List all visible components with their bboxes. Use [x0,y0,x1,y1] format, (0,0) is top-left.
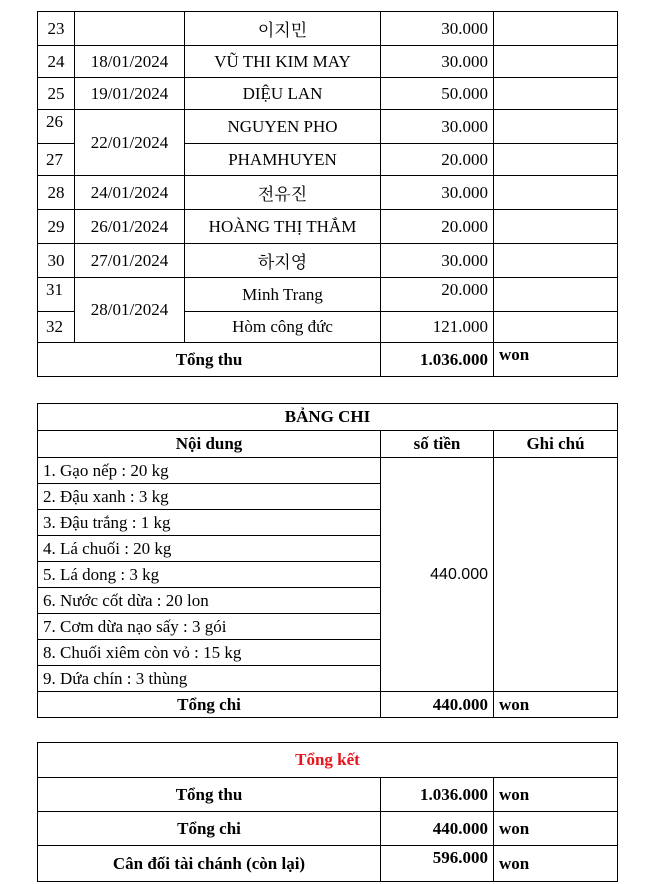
expense-item: 6. Nước cốt dừa : 20 lon [38,588,381,614]
table-row [38,12,618,46]
expense-table-title: BẢNG CHI [38,404,618,431]
row-number: 32 [38,312,75,343]
row-note [494,244,618,278]
summary-title: Tổng kết [38,743,618,778]
income-total-row [38,343,618,377]
row-date: 27/01/2024 [75,244,185,278]
summary-unit: won [494,812,618,846]
donation-amount: 50.000 [381,78,494,110]
row-note [494,46,618,78]
table-row [38,176,618,210]
row-number: 23 [38,12,75,46]
expense-total-label: Tổng chi [38,692,381,718]
income-table [37,11,618,377]
donation-amount: 30.000 [381,46,494,78]
expense-item: 2. Đậu xanh : 3 kg [38,484,381,510]
expense-item: 3. Đậu trắng : 1 kg [38,510,381,536]
header-amount: số tiền [381,431,494,458]
income-total-label: Tổng thu [38,343,381,377]
expense-amount: 440.000 [381,458,494,692]
donation-amount: 121.000 [381,312,494,343]
row-number: 25 [38,78,75,110]
donation-amount: 20.000 [381,278,494,312]
header-note: Ghi chú [494,431,618,458]
row-date: 18/01/2024 [75,46,185,78]
donor-name: NGUYEN PHO [185,110,381,144]
row-number: 31 [38,278,75,312]
summary-unit: won [494,778,618,812]
row-number: 26 [38,110,75,144]
donation-amount: 20.000 [381,144,494,176]
row-date: 19/01/2024 [75,78,185,110]
summary-label: Cân đối tài chánh (còn lại) [38,846,381,882]
row-note [494,176,618,210]
donation-amount: 30.000 [381,244,494,278]
expense-item: 1. Gạo nếp : 20 kg [38,458,381,484]
summary-unit: won [494,846,618,882]
row-date: 26/01/2024 [75,210,185,244]
summary-label: Tổng chi [38,812,381,846]
expense-total-row [38,692,618,718]
row-date: 28/01/2024 [75,278,185,343]
table-row [38,278,618,312]
expense-table [37,403,618,718]
table-row [38,210,618,244]
donation-amount: 30.000 [381,176,494,210]
table-row [38,110,618,144]
expense-note [494,458,618,692]
expense-item: 5. Lá dong : 3 kg [38,562,381,588]
row-date: 22/01/2024 [75,110,185,176]
summary-amount: 1.036.000 [381,778,494,812]
donation-amount: 20.000 [381,210,494,244]
summary-title-row [38,743,618,778]
row-note [494,78,618,110]
expense-item-row [38,458,618,484]
expense-header-row [38,431,618,458]
donor-name: PHAMHUYEN [185,144,381,176]
donor-name: 전유진 [185,176,381,210]
expense-item: 9. Dứa chín : 3 thùng [38,666,381,692]
expense-item: 4. Lá chuối : 20 kg [38,536,381,562]
table-row [38,78,618,110]
summary-row [38,846,618,882]
row-number: 24 [38,46,75,78]
row-note [494,210,618,244]
row-note [494,12,618,46]
row-number: 27 [38,144,75,176]
donor-name: DIỆU LAN [185,78,381,110]
summary-amount: 596.000 [381,846,494,882]
expense-item: 8. Chuối xiêm còn vỏ : 15 kg [38,640,381,666]
donor-name: 하지영 [185,244,381,278]
donor-name: VŨ THI KIM MAY [185,46,381,78]
table-row [38,46,618,78]
expense-item: 7. Cơm dừa nạo sấy : 3 gói [38,614,381,640]
summary-amount: 440.000 [381,812,494,846]
donor-name: Minh Trang [185,278,381,312]
summary-table [37,742,618,882]
donation-amount: 30.000 [381,110,494,144]
donor-name: 이지민 [185,12,381,46]
header-content: Nội dung [38,431,381,458]
income-total-amount: 1.036.000 [381,343,494,377]
donor-name: Hòm công đức [185,312,381,343]
expense-total-amount: 440.000 [381,692,494,718]
summary-label: Tổng thu [38,778,381,812]
row-date: 24/01/2024 [75,176,185,210]
summary-row [38,812,618,846]
row-date [75,12,185,46]
row-note [494,110,618,144]
table-row [38,244,618,278]
row-note [494,278,618,312]
row-note [494,144,618,176]
row-number: 30 [38,244,75,278]
row-note [494,312,618,343]
summary-row [38,778,618,812]
expense-title-row [38,404,618,431]
donation-amount: 30.000 [381,12,494,46]
expense-total-unit: won [494,692,618,718]
row-number: 28 [38,176,75,210]
row-number: 29 [38,210,75,244]
donor-name: HOÀNG THỊ THẮM [185,210,381,244]
income-total-unit: won [494,343,618,377]
